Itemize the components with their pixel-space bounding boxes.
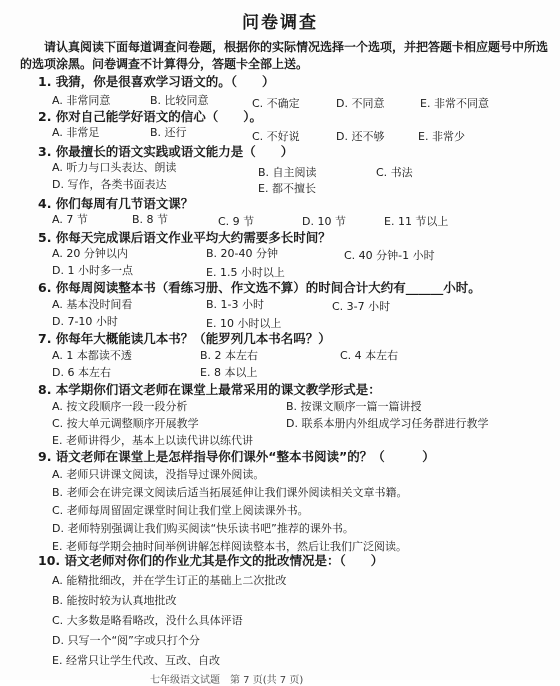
- page-title: 问卷调查: [242, 13, 318, 33]
- question-8: 8. 本学期你们语文老师在课堂上最常采用的课文教学形式是：: [38, 382, 381, 397]
- question-2: 2. 你对自己能学好语文的信心（ ）。: [38, 109, 263, 124]
- q9-option-e: E. 老师每学期会抽时间举例讲解怎样阅读整本书，然后让我们广泛阅读。: [52, 540, 407, 553]
- q7-option-b: B. 2 本左右: [200, 349, 259, 362]
- q9-option-a: A. 老师只讲课文阅读，没指导过课外阅读。: [52, 468, 265, 481]
- q9-option-b: B. 老师会在讲完课文阅读后适当拓展延伸让我们课外阅读相关文章书籍。: [52, 486, 408, 499]
- question-3: 3. 你最擅长的语文实践或语文能力是（ ）: [38, 144, 294, 159]
- q4-option-a: A. 7 节: [52, 213, 88, 226]
- question-7: 7. 你每年大概能读几本书？（能罗列几本书名吗？）: [38, 331, 331, 346]
- q3-option-b: B. 自主阅读: [258, 166, 317, 179]
- q2-option-a: A. 非常足: [52, 126, 100, 139]
- question-6: 6. 你每周阅读整本书（看练习册、作文选不算）的时间合计大约有______小时。: [38, 280, 481, 295]
- q3-option-c: C. 书法: [376, 166, 413, 179]
- q8-option-d: D. 联系本册内外组成学习任务群进行教学: [286, 417, 489, 430]
- question-4: 4. 你们每周有几节语文课？: [38, 196, 194, 211]
- q1-option-a: A. 非常同意: [52, 94, 111, 107]
- q4-option-d: D. 10 节: [302, 215, 346, 228]
- q2-option-d: D. 还不够: [336, 130, 385, 143]
- q2-option-b: B. 还行: [150, 126, 187, 139]
- q9-option-d: D. 老师特别强调让我们购买阅读“快乐读书吧”推荐的课外书。: [52, 522, 354, 535]
- q4-option-b: B. 8 节: [132, 213, 169, 226]
- q10-option-b: B. 能按时较为认真地批改: [52, 594, 177, 607]
- q2-option-e: E. 非常少: [418, 130, 465, 143]
- question-10: 10. 语文老师对你们的作业尤其是作文的批改情况是：（ ）: [38, 553, 384, 568]
- q7-option-d: D. 6 本左右: [52, 366, 111, 379]
- q6-option-e: E. 10 小时以上: [206, 317, 282, 330]
- question-1: 1. 我猜，你是很喜欢学习语文的。（ ）: [38, 74, 275, 89]
- page-footer: 七年级语文试题 第 7 页(共 7 页): [150, 675, 304, 686]
- q2-option-c: C. 不好说: [252, 130, 300, 143]
- q6-option-b: B. 1-3 小时: [206, 298, 265, 311]
- q8-option-b: B. 按课文顺序一篇一篇讲授: [286, 400, 422, 413]
- q3-option-e: E. 都不擅长: [258, 182, 316, 195]
- q7-option-c: C. 4 本左右: [340, 349, 399, 362]
- q6-option-c: C. 3-7 小时: [332, 300, 391, 313]
- q3-option-a: A. 听力与口头表达、朗读: [52, 161, 177, 174]
- q7-option-a: A. 1 本都读不透: [52, 349, 132, 362]
- intro-instructions: 请认真阅读下面每道调查问卷题，根据你的实际情况选择一个选项，并把答题卡相应题号中所选的选项涂黑。问卷调查不计算得分，答题卡全部上送。: [20, 40, 549, 71]
- q6-option-d: D. 7-10 小时: [52, 315, 118, 328]
- q3-option-d: D. 写作，各类书面表达: [52, 178, 167, 191]
- q6-option-a: A. 基本没时间看: [52, 298, 133, 311]
- q5-option-a: A. 20 分钟以内: [52, 247, 128, 260]
- q5-option-c: C. 40 分钟-1 小时: [344, 249, 435, 262]
- q10-option-e: E. 经常只让学生代改、互改、自改: [52, 654, 220, 667]
- q1-option-b: B. 比较同意: [150, 94, 209, 107]
- q5-option-d: D. 1 小时多一点: [52, 264, 133, 277]
- q8-option-a: A. 按文段顺序一段一段分析: [52, 400, 188, 413]
- q10-option-d: D. 只写一个“阅”字或只打个分: [52, 634, 200, 647]
- q4-option-c: C. 9 节: [218, 215, 255, 228]
- q4-option-e: E. 11 节以上: [384, 215, 449, 228]
- q7-option-e: E. 8 本以上: [200, 366, 258, 379]
- question-5: 5. 你每天完成课后语文作业平均大约需要多长时间？: [38, 230, 331, 245]
- q9-option-c: C. 老师每周留固定课堂时间让我们堂上阅读课外书。: [52, 504, 309, 517]
- q5-option-e: E. 1.5 小时以上: [206, 266, 285, 279]
- q1-option-e: E. 非常不同意: [420, 97, 489, 110]
- q5-option-b: B. 20-40 分钟: [206, 247, 278, 260]
- q1-option-d: D. 不同意: [336, 97, 385, 110]
- question-9: 9. 语文老师在课堂上是怎样指导你们课外“整本书阅读”的？（ ）: [38, 449, 435, 464]
- q8-option-c: C. 按大单元调整顺序开展教学: [52, 417, 199, 430]
- q8-option-e: E. 老师讲得少，基本上以读代讲以练代讲: [52, 434, 253, 447]
- q1-option-c: C. 不确定: [252, 97, 300, 110]
- q10-option-a: A. 能精批细改，并在学生订正的基础上二次批改: [52, 574, 287, 587]
- q10-option-c: C. 大多数是略看略改，没什么具体评语: [52, 614, 243, 627]
